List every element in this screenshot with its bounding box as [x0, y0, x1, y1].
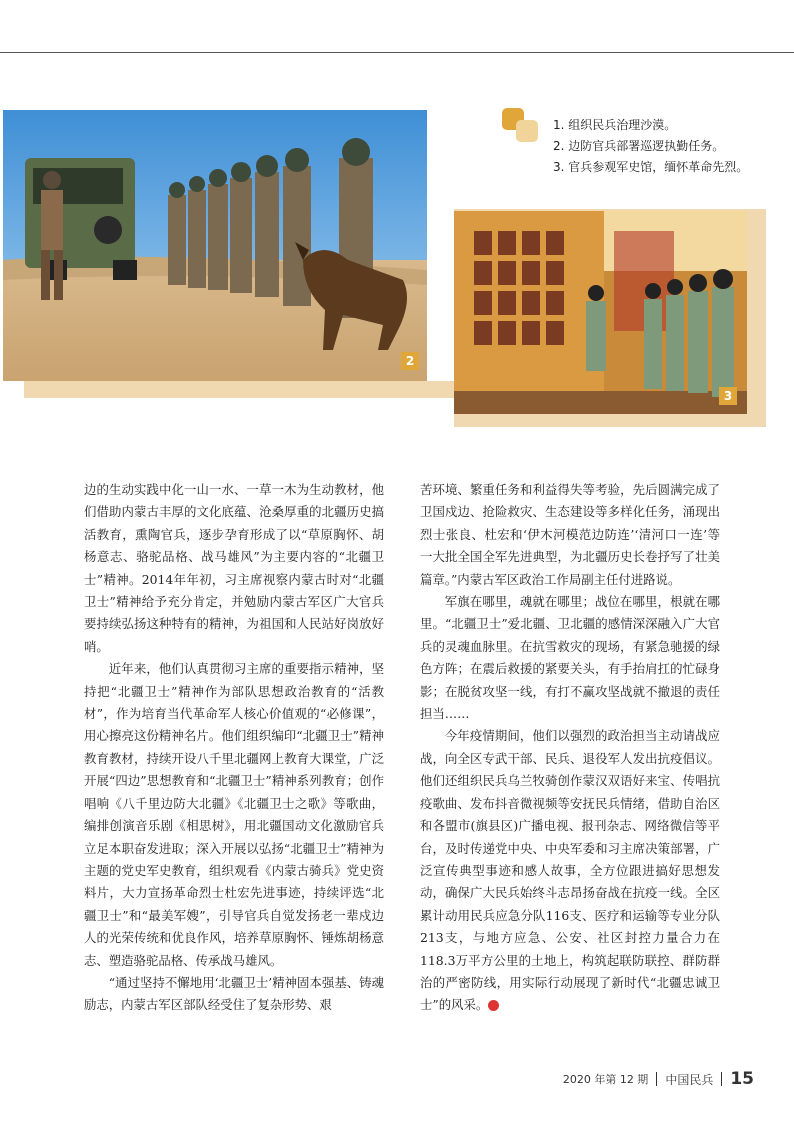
- header-rule: [0, 52, 794, 53]
- caption-3: 3. 官兵参观军史馆，缅怀革命先烈。: [553, 160, 749, 174]
- article-column-left: [84, 479, 384, 1017]
- caption-decoration-icon: [502, 108, 546, 144]
- page-number: 15: [730, 1069, 754, 1089]
- photo-military-museum: [454, 211, 747, 414]
- paragraph: 近年来，他们认真贯彻习主席的重要指示精神，坚持把“北疆卫士”精神作为部队思想政治教育的“活教材”，作为培育当代革命军人核心价值观的“必修课”，用心擦亮这份精神名片。他们组织编印“北疆卫士”精神教育教材，持续开设八千里北疆网上教育大课堂，广泛开展“四边”思想教育和“北疆卫士”精神系列教育；创作唱响《八千里边防大北疆》《北疆卫士之歌》等歌曲，编排创演音乐剧《相思树》，用北疆国动文化激励官兵立足本职奋发进取；深入开展以弘扬“北疆卫士”精神为主题的党史军史教育，组织观看《内蒙古骑兵》党史资料片，大力宣扬革命烈士杜宏先进事迹，持续评选“北疆卫士”和“最美军嫂”，引导官兵自觉发扬老一辈戍边人的光荣传统和优良作风，培养草原胸怀、锤炼胡杨意志、塑造骆驼品格、传承战马雄风。: [84, 661, 384, 968]
- paragraph-text: 今年疫情期间，他们以强烈的政治担当主动请战应战，向全区专武干部、民兵、退役军人发出抗疫倡议。他们还组织民兵乌兰牧骑创作蒙汉双语好来宝、传唱抗疫歌曲、发布抖音微视频等安抚民兵情绪，借助自治区和各盟市(旗县区)广播电视、报刊杂志、网络微信等平台，及时传递党中央、中央军委和习主席决策部署，广泛宣传典型事迹和感人故事，全方位跟进搞好思想发动，确保广大民兵始终斗志昂扬奋战在抗疫一线。全区累计动用民兵应急分队116支、医疗和运输等专业分队213支，与地方应急、公安、社区封控力量合力在118.3万平方公里的土地上，构筑起联防联控、群防群治的严密防线，用实际行动展现了新时代“北疆忠诚卫士”的风采。: [420, 728, 720, 1013]
- footer-divider: [656, 1072, 657, 1086]
- caption-1: 1. 组织民兵治理沙漠。: [553, 118, 677, 132]
- issue-label: 2020 年第 12 期: [562, 1073, 649, 1086]
- footer-divider: [721, 1072, 722, 1086]
- article-column-right: [420, 479, 720, 1017]
- photo-desert-patrol: [3, 110, 427, 381]
- photo2-backing: [24, 381, 454, 398]
- paragraph: “通过坚持不懈地用‘北疆卫士’精神固本强基、铸魂励志，内蒙古军区部队经受住了复杂形势、艰: [84, 974, 384, 1013]
- photo2-number-badge: 2: [401, 352, 419, 370]
- paragraph: 边的生动实践中化一山一水、一草一木为生动教材，他们借助内蒙古丰厚的文化底蕴、沧桑厚重的北疆历史搞活教育，熏陶官兵，逐步孕育形成了以“草原胸怀、胡杨意志、骆驼品格、战马雄风”为主要内容的“北疆卫士”精神。2014年年初，习主席视察内蒙古时对“北疆卫士”精神给予充分肯定，并勉励内蒙古军区广大官兵要持续弘扬这种特有的精神，为祖国和人民站好岗放好哨。: [84, 482, 384, 654]
- magazine-name: 中国民兵: [665, 1072, 714, 1087]
- page-footer: [563, 1069, 754, 1089]
- paragraph: 苦环境、繁重任务和利益得失等考验，先后圆满完成了卫国戍边、抢险救灾、生态建设等多样化任务，涌现出烈士张良、杜宏和‘伊木河模范边防连’‘清河口一连’等一大批全国全军先进典型，为北疆历史长卷抒写了壮美篇章。”内蒙古军区政治工作局副主任付进路说。: [420, 482, 720, 587]
- photo3-number-badge: 3: [719, 387, 737, 405]
- caption-2: 2. 边防官兵部署巡逻执勤任务。: [553, 139, 725, 153]
- article-end-icon: ①: [488, 1000, 499, 1011]
- photo-captions: [553, 115, 783, 178]
- paragraph: [420, 725, 720, 1016]
- paragraph: 军旗在哪里，魂就在哪里；战位在哪里，根就在哪里。“北疆卫士”爱北疆、卫北疆的感情深深融入广大官兵的灵魂血脉里。在抗雪救灾的现场，有紧急驰援的绿色方阵；在震后救援的紧要关头，有手抬肩扛的忙碌身影；在脱贫攻坚一线，有打不赢攻坚战就不撤退的责任担当……: [420, 594, 720, 722]
